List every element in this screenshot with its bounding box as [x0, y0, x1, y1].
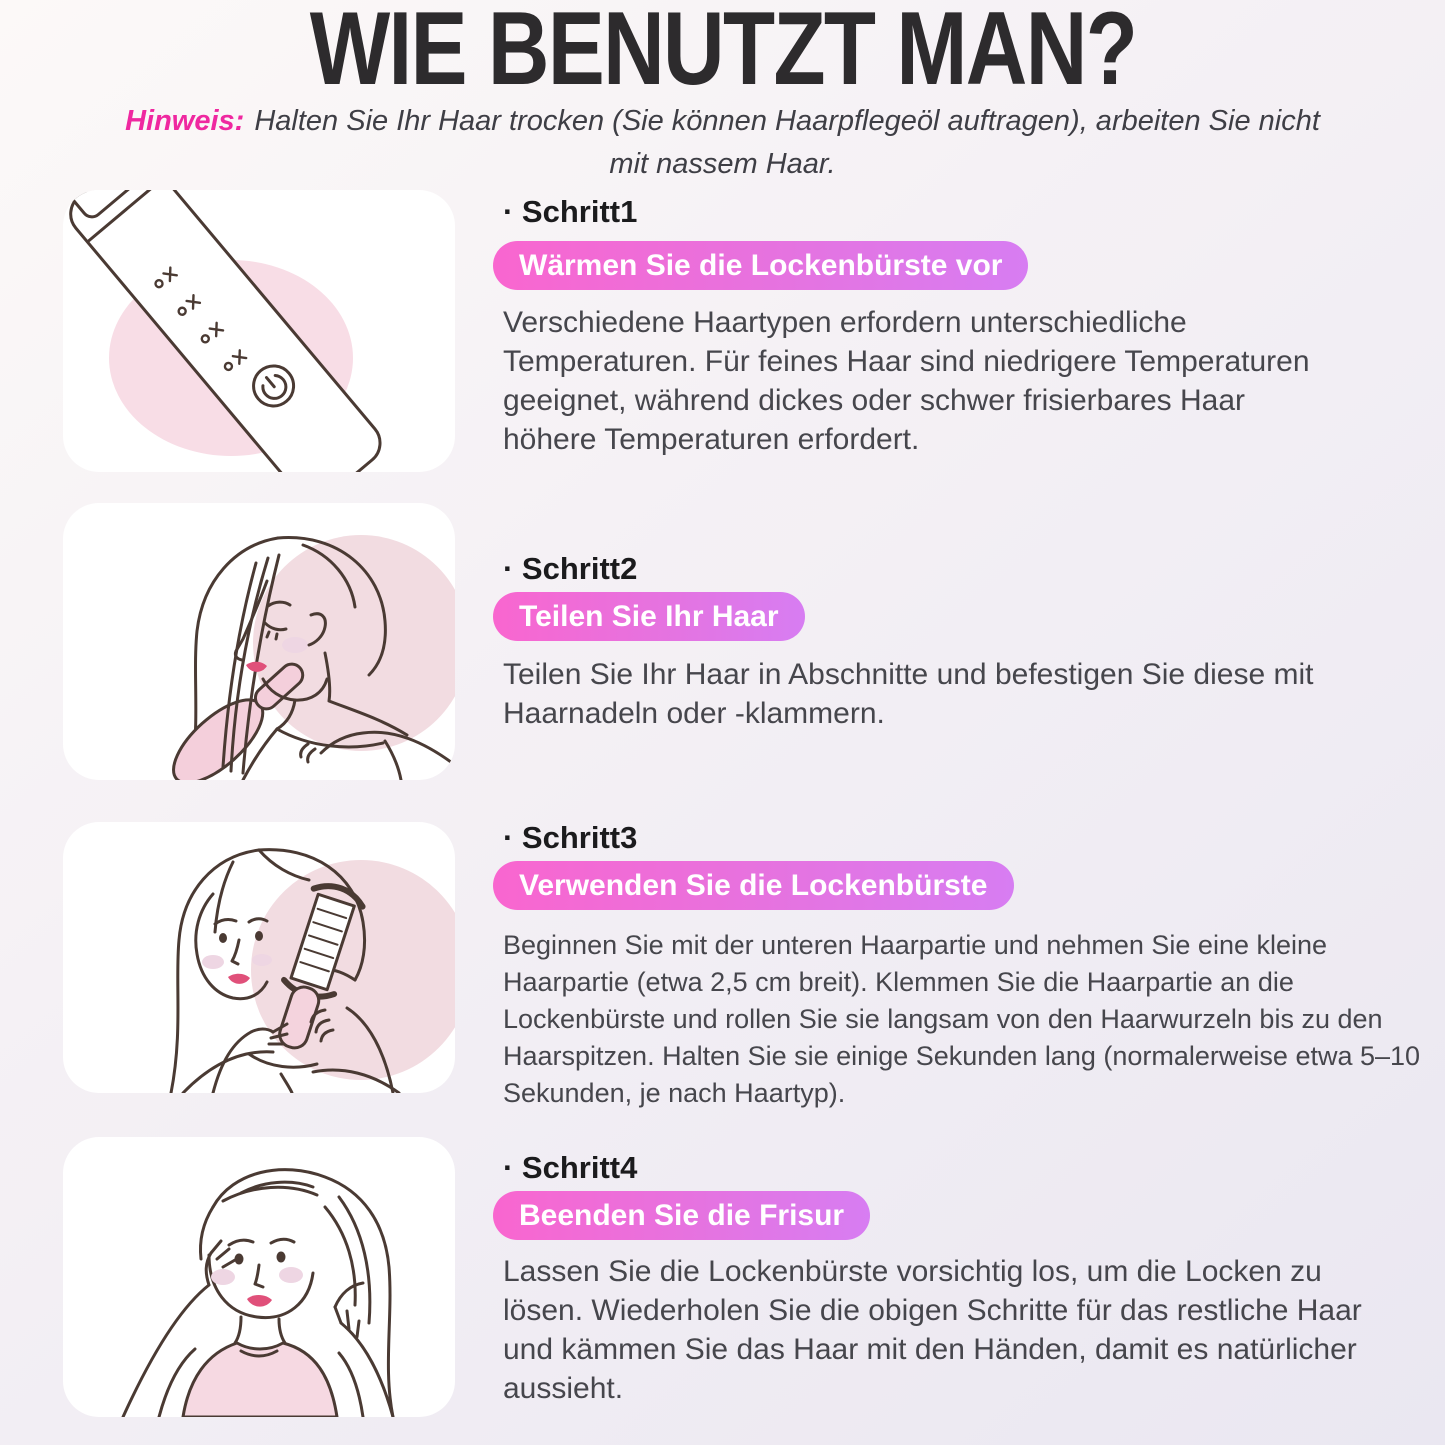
- step2-body: Teilen Sie Ihr Haar in Abschnitte und befestigen Sie diese mit Haarnadeln oder -klammern.: [503, 658, 1314, 730]
- page-title: [0, 0, 1445, 109]
- page-title-text: WIE BENUTZT MAN?: [309, 0, 1136, 107]
- step4-body: Lassen Sie die Lockenbürste vorsichtig los, um die Locken zu lösen. Wiederholen Sie die obigen Schritte für das restliche Haar und kämmen Sie das Haar mit den Händen, damit es natürlicher aussieht.: [503, 1255, 1362, 1405]
- step2-badge: Teilen Sie Ihr Haar: [493, 592, 805, 641]
- note-text: Halten Sie Ihr Haar trocken (Sie können Haarpflegeöl auftragen), arbeiten Sie nicht mit nassem Haar.: [254, 105, 1320, 180]
- step4-label: · Schritt4: [503, 1150, 638, 1185]
- step3-badge: Verwenden Sie die Lockenbürste: [493, 861, 1014, 910]
- step1-badge: Wärmen Sie die Lockenbürste vor: [493, 241, 1028, 290]
- step1-illustration-card: [63, 190, 455, 472]
- woman-sectioning-hair-illustration: [63, 503, 455, 780]
- step2-label: · Schritt2: [503, 551, 638, 586]
- step3-body: Beginnen Sie mit der unteren Haarpartie und nehmen Sie eine kleine Haarpartie (etwa 2,5 cm breit). Klemmen Sie die Haarpartie an die Lockenbürste und rollen Sie sie langsam von den Haarwurzeln bis zu den Haarspitzen. Halten Sie sie einige Sekunden lang (normalerweise etwa 5–10 Sekunden, je nach Haartyp).: [503, 930, 1421, 1108]
- step3-illustration-card: [63, 822, 455, 1093]
- curling-brush-device-illustration: [63, 190, 455, 472]
- step3-label: · Schritt3: [503, 820, 638, 855]
- step2-illustration-card: [63, 503, 455, 780]
- step4-badge: Beenden Sie die Frisur: [493, 1191, 870, 1240]
- woman-finishing-hairstyle-illustration: [63, 1137, 455, 1417]
- woman-hands-in-hair-icon: [123, 1170, 393, 1417]
- step1-body: Verschiedene Haartypen erfordern unterschiedliche Temperaturen. Für feines Haar sind niedrigere Temperaturen geeignet, während dickes oder schwer frisierbares Haar höhere Temperaturen erfordert.: [503, 306, 1310, 456]
- note-label: Hinweis:: [125, 105, 245, 137]
- step4-illustration-card: [63, 1137, 455, 1417]
- step1-label: · Schritt1: [503, 194, 638, 229]
- woman-curling-hair-illustration: [63, 822, 455, 1093]
- usage-note: [103, 100, 1343, 186]
